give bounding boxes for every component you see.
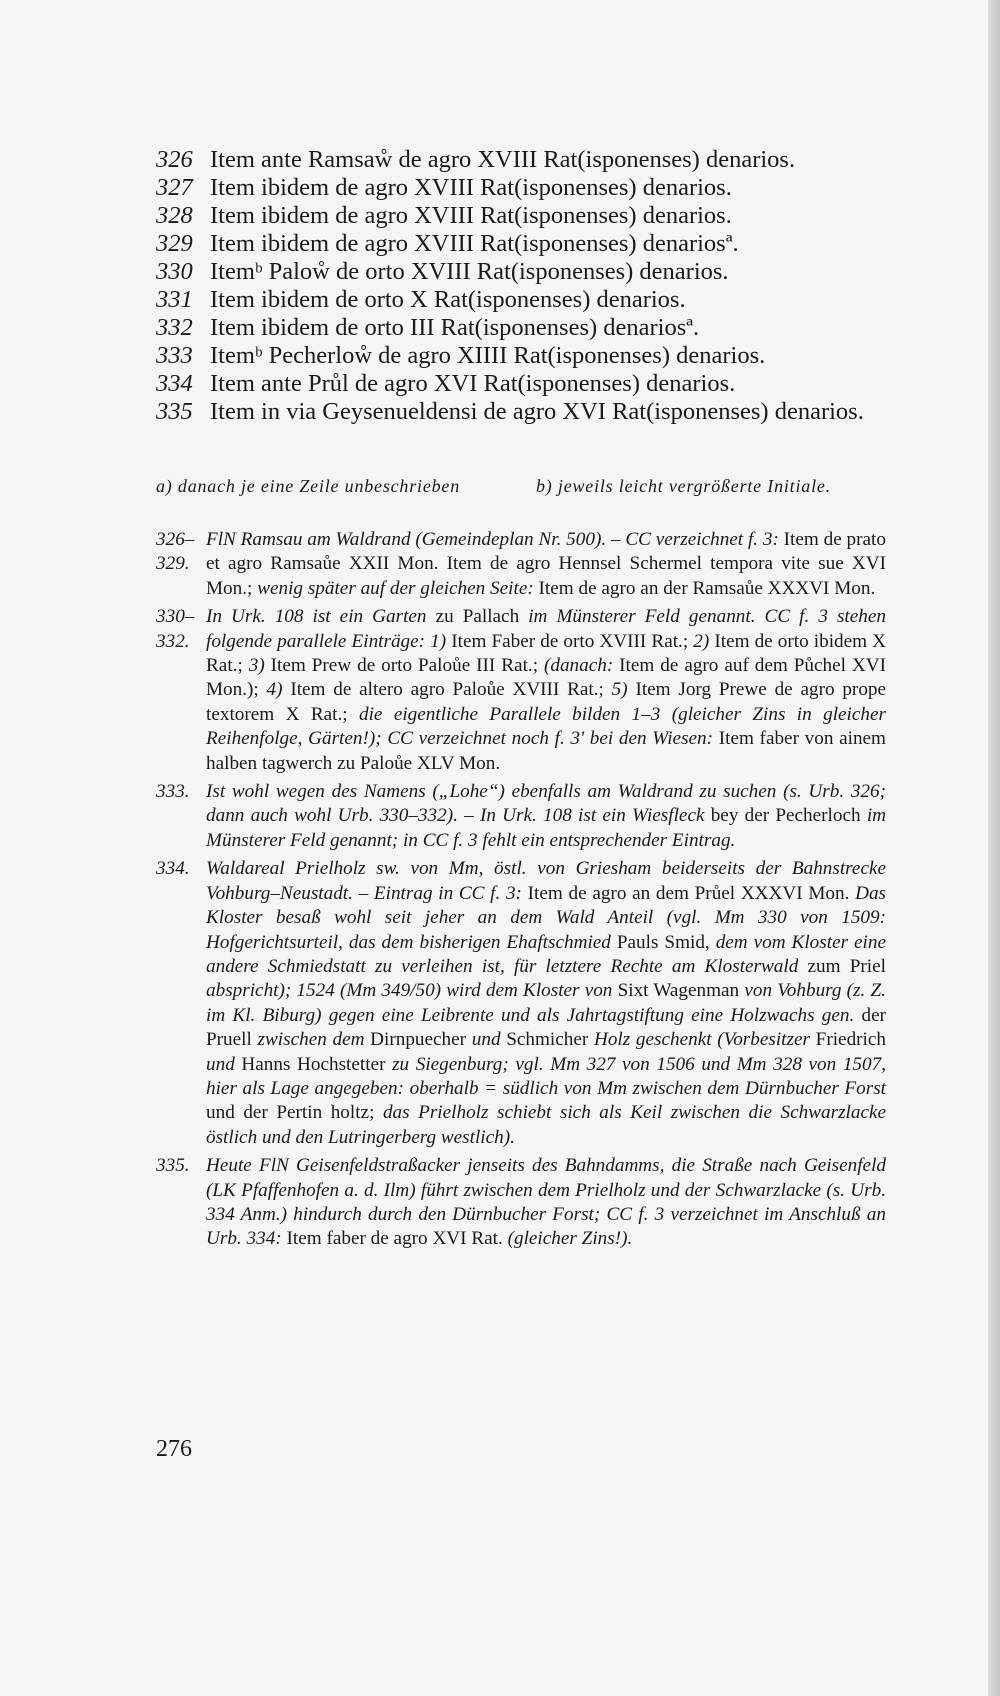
entry-text: Item ibidem de orto X Rat(isponenses) denarios. (210, 286, 686, 313)
note-segment: Friedrich (815, 1029, 886, 1051)
note-segment: Item de agro an der Ramsaůe XXXVI Mon. (538, 577, 876, 599)
entry-text: Itemᵇ Paloẘ de orto XVIII Rat(isponenses) denarios. (210, 258, 729, 285)
entry-row (156, 174, 886, 202)
note-number: 326–329. (156, 529, 195, 575)
note-segment: abspricht); 1524 (Mm 349/50) wird dem Kloster von (206, 980, 618, 1002)
note-segment: In Urk. 108 ist ein Garten (206, 606, 436, 628)
note-segment: Item de orto ibidem X Rat.; (206, 630, 887, 677)
entry-row (156, 258, 886, 286)
entry-text: Item ante Průl de agro XVI Rat(isponenses) denarios. (210, 370, 736, 397)
note-text (206, 528, 886, 601)
note-segment: (danach: (543, 655, 620, 677)
note-number: 335. (156, 1155, 190, 1177)
entry-row (156, 286, 886, 314)
note-segment: Item faber von ainem halben tagwerch zu Paloůe XLV Mon. (206, 728, 886, 774)
entry-number: 333 (156, 342, 193, 369)
note-text (206, 780, 886, 853)
entry-row (156, 370, 886, 398)
note-segment: Item de altero agro Paloůe XVIII Rat.; (290, 679, 612, 701)
note-segment: zwischen dem (257, 1029, 371, 1051)
commentary-notes (156, 528, 886, 1256)
note-segment: Item de prato et agro Ramsaůe XXII Mon. Item de agro Hennsel Schermel tempora vite sue XVI Mon.; (206, 529, 886, 599)
note-text (206, 605, 886, 776)
note-segment: Pauls Smid, (616, 931, 716, 953)
entry-text: Item in via Geysenueldensi de agro XVI Rat(isponenses) denarios. (210, 398, 864, 425)
note-segment: Sixt Wagenman (617, 980, 745, 1002)
entry-number: 327 (156, 174, 193, 201)
note-segment: Heute FlN Geisenfeldstraßacker jenseits des Bahndamms, die Straße nach Geisenfeld (LK Pfaffenhofen a. d. Ilm) führt zwischen dem Prielholz und der Schwarzlacke (s. Urb. 334 Anm.) hindurch durch den Dürnbucher Forst; CC f. 3 verzeichnet im Anschluß an Urb. 334: (206, 1155, 886, 1250)
note-segment: im Münsterer Feld genannt; in CC f. 3 fehlt ein entsprechender Eintrag. (206, 805, 886, 851)
entry-row (156, 398, 886, 426)
note-text (206, 1154, 886, 1252)
entry-text: Item ibidem de orto III Rat(isponenses) denariosª. (210, 314, 700, 341)
note-segment: Ist wohl wegen des Namens („Lohe“) ebenfalls am Waldrand zu suchen (s. Urb. 326; dann auch wohl Urb. 330–332). – In Urk. 108 ist ein Wiesfleck (206, 781, 886, 827)
note-segment: (gleicher Zins!). (507, 1228, 633, 1250)
note-segment: Item Faber de orto XVIII Rat.; (451, 630, 694, 652)
note-segment: der Pruell (206, 1004, 886, 1051)
note-segment: FlN Ramsau am Waldrand (Gemeindeplan Nr. 500). – CC verzeichnet f. 3: (206, 529, 784, 550)
note-number: 333. (156, 781, 190, 803)
note-segment: wenig später auf der gleichen Seite: (257, 577, 539, 599)
entry-text: Item ante Ramsaẘ de agro XVIII Rat(isponenses) denarios. (210, 146, 796, 173)
note-segment: die eigentliche Parallele bilden 1–3 (gleicher Zins in gleicher Reihenfolge, Gärten!); CC verzeichnet noch f. 3' bei den Wiesen: (206, 703, 886, 750)
note-segment: Item de agro auf dem Půchel XVI Mon.); (206, 655, 887, 701)
note-segment: Item faber de agro XVI Rat. (286, 1228, 508, 1250)
note-segment: 2) (693, 630, 715, 652)
note-row (156, 528, 886, 601)
note-text (206, 857, 886, 1150)
note-row (156, 605, 886, 776)
entry-text: Item ibidem de agro XVIII Rat(isponenses) denarios. (210, 202, 732, 229)
entry-number: 329 (156, 230, 193, 257)
page-gutter-shadow (988, 0, 1000, 1696)
entry-text: Itemᵇ Pecherloẘ de agro XIIII Rat(isponenses) denarios. (210, 342, 766, 369)
entry-number: 332 (156, 314, 193, 341)
entry-number: 326 (156, 146, 193, 173)
note-segment: 3) (248, 655, 271, 677)
entry-number: 328 (156, 202, 193, 229)
note-segment: bey der Pecherloch (710, 805, 867, 827)
textual-footnotes (156, 476, 886, 497)
entry-number: 331 (156, 286, 193, 313)
entry-row (156, 230, 886, 258)
note-segment: Item Prew de orto Paloůe III Rat.; (270, 655, 544, 677)
note-segment: Dirnpuecher (370, 1029, 472, 1051)
note-segment: 4) (266, 679, 291, 701)
entry-number: 334 (156, 370, 193, 397)
entry-row (156, 202, 886, 230)
note-segment: Item Jorg Prewe de agro prope textorem X Rat.; (206, 679, 887, 725)
note-segment: dem vom Kloster eine andere Schmiedstatt zu verleihen ist, für letztere Rechte am Klosterwald (206, 931, 886, 977)
note-segment: das Prielholz schiebt sich als Keil zwischen die Schwarzlacke östlich und den Lutringerberg westlich). (206, 1102, 887, 1148)
entry-number: 330 (156, 258, 193, 285)
note-segment: Schmicher (506, 1029, 594, 1051)
note-segment: zu Siegenburg; vgl. Mm 327 von 1506 und Mm 328 von 1507, hier als Lage angegeben: oberhalb = südlich von Mm zwischen dem Dürnbucher Forst (206, 1053, 886, 1099)
note-segment: und (206, 1102, 244, 1124)
entry-row (156, 146, 886, 174)
note-segment: von Vohburg (z. Z. im Kl. Biburg) gegen eine Leibrente und als Jahrtagstiftung eine Holzwachs gen. (206, 980, 886, 1026)
note-segment: 5) (611, 679, 636, 701)
footnote-a: a) danach je eine Zeile unbeschrieben (156, 476, 461, 496)
note-segment: zum Priel (807, 955, 886, 977)
urbar-entries (156, 146, 886, 426)
note-row (156, 1154, 886, 1252)
note-row (156, 857, 886, 1150)
page-number: 276 (156, 1436, 192, 1462)
entry-text: Item ibidem de agro XVIII Rat(isponenses) denariosª. (210, 230, 739, 257)
note-row (156, 780, 886, 853)
note-segment: zu Pallach (435, 606, 529, 628)
note-segment: Item de agro an dem Průel XXXVI Mon. (527, 882, 856, 904)
entry-number: 335 (156, 398, 193, 425)
note-segment: Holz geschenkt (Vorbesitzer (593, 1029, 816, 1051)
note-segment: Hanns Hochstetter (241, 1053, 393, 1075)
note-segment: im Münsterer Feld genannt. CC f. 3 stehen folgende parallele Einträge: 1) (206, 606, 886, 652)
footnote-b: b) jeweils leicht vergrößerte Initiale. (536, 476, 831, 496)
note-segment: Das Kloster besaß wohl seit jeher an dem Wald Anteil (vgl. Mm 330 von 1509: Hofgerichtsurteil, das dem bisherigen Ehaftschmied (206, 882, 887, 953)
note-segment: der Pertin holtz; (243, 1102, 383, 1124)
entry-row (156, 314, 886, 342)
note-segment: und (471, 1029, 507, 1051)
note-segment: Waldareal Prielholz sw. von Mm, östl. von Griesham beiderseits der Bahnstrecke Vohburg–Neustadt. – Eintrag in CC f. 3: (206, 858, 886, 904)
entry-text: Item ibidem de agro XVIII Rat(isponenses) denarios. (210, 174, 732, 201)
note-number: 330–332. (156, 606, 195, 652)
note-number: 334. (156, 858, 190, 880)
note-segment: und (206, 1053, 242, 1075)
entry-row (156, 342, 886, 370)
